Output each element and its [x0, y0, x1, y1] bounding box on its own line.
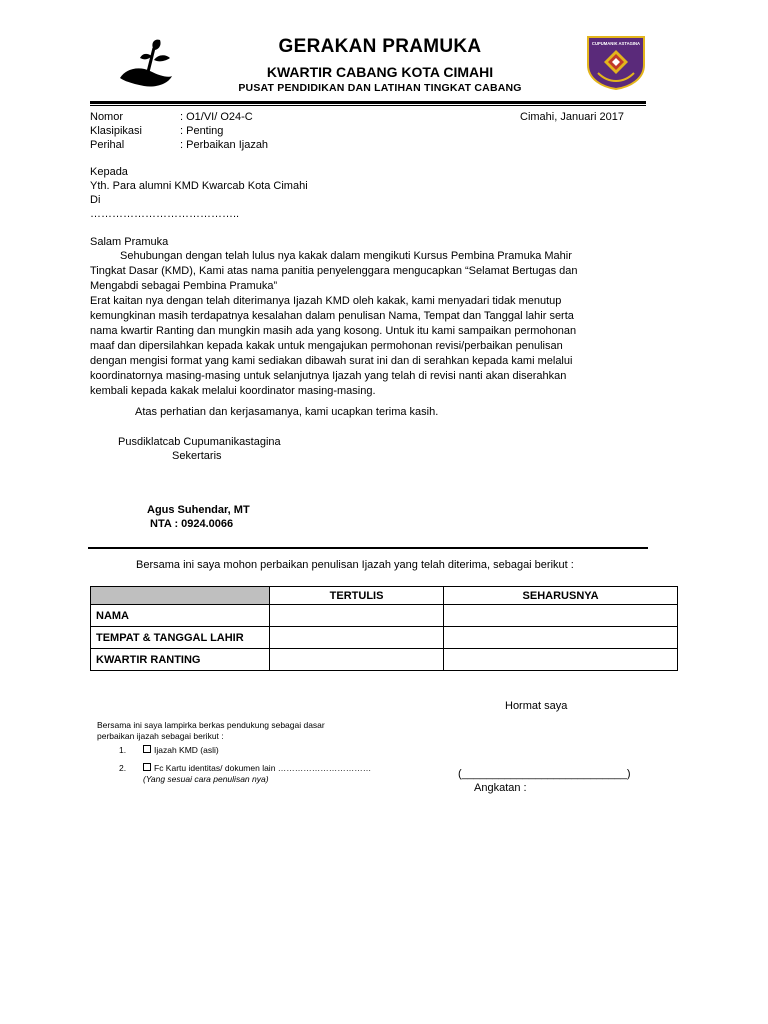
- cell-ttl-seharusnya[interactable]: [444, 627, 678, 649]
- closing-sentence: Atas perhatian dan kerjasamanya, kami ucapkan terima kasih.: [135, 406, 439, 418]
- table-row: [91, 605, 678, 627]
- body-line: Sehubungan dengan telah lulus nya kakak dalam mengikuti Kursus Pembina Pramuka Mahir: [120, 250, 572, 262]
- cupumanik-badge: [586, 35, 646, 90]
- body-line: Mengabdi sebagai Pembina Pramuka”: [90, 280, 278, 292]
- attachment-item: [143, 745, 219, 756]
- correction-table: [90, 586, 678, 671]
- klasifikasi-value: : Penting: [180, 125, 224, 137]
- nomor-label: Nomor: [90, 111, 124, 123]
- cell-ttl-tertulis[interactable]: [270, 627, 444, 649]
- attachment-note: (Yang sesuai cara penulisan nya): [143, 774, 269, 784]
- org-subtitle: KWARTIR CABANG KOTA CIMAHI: [266, 64, 494, 80]
- table-corner-cell: [91, 587, 270, 605]
- checkbox-icon[interactable]: [143, 763, 151, 771]
- header-rule-thin: [90, 105, 646, 106]
- cell-nama-tertulis[interactable]: [270, 605, 444, 627]
- attachments-intro-1: Bersama ini saya lampirka berkas pendukung sebagai dasar: [97, 720, 325, 730]
- perihal-value: : Perbaikan Ijazah: [180, 139, 269, 151]
- body-line: nama kwartir Ranting dan mungkin masih ada yang kosong. Untuk itu kami sampaikan permohonan: [90, 325, 577, 337]
- cell-nama-seharusnya[interactable]: [444, 605, 678, 627]
- cell-ranting-seharusnya[interactable]: [444, 649, 678, 671]
- body-line: kembali kepada kakak melalui koordinator masing-masing.: [90, 385, 376, 397]
- attachment-note-text: Yang sesuai cara penulisan nya: [145, 774, 266, 784]
- table-row: [91, 649, 678, 671]
- klasifikasi-label: Klasipikasi: [90, 125, 142, 137]
- attachments-intro-2: perbaikan ijazah sebagai berikut :: [97, 731, 224, 741]
- attachment-item: [143, 763, 371, 774]
- body-line: dengan mengisi format yang kami sediakan dibawah surat ini dan di serahkan kepada kami melalui: [90, 355, 573, 367]
- letter-date: Cimahi, Januari 2017: [520, 111, 624, 123]
- table-header-row: [91, 587, 678, 605]
- greeting: Salam Pramuka: [90, 236, 169, 248]
- form-intro: Bersama ini saya mohon perbaikan penulisan Ijazah yang telah diterima, sebagai berikut :: [136, 559, 574, 571]
- attachment-label: Fc Kartu identitas/ dokumen lain ……………………………: [154, 763, 372, 773]
- address-recipient: Yth. Para alumni KMD Kwarcab Kota Cimahi: [90, 180, 308, 192]
- cell-ranting-tertulis[interactable]: [270, 649, 444, 671]
- org-unit: PUSAT PENDIDIKAN DAN LATIHAN TINGKAT CABANG: [238, 82, 522, 94]
- badge-text: CUPUMANIK ASTAGINA: [591, 41, 641, 46]
- section-divider: [88, 547, 648, 549]
- attachment-number: 2.: [119, 763, 127, 773]
- body-line: kemungkinan masih terdapatnya kesalahan dalam penulisan Nama, Tempat dan Tanggal lahir serta: [90, 310, 574, 322]
- address-di: Di: [90, 194, 101, 206]
- body-line: koordinatornya masing-masing untuk selanjutnya Ijazah yang telah di revisi nanti akan diserahkan: [90, 370, 567, 382]
- body-line: Erat kaitan nya dengan telah diterimanya Ijazah KMD oleh kakak, kami menyadari tidak menutup: [90, 295, 562, 307]
- row-label-nama: NAMA: [91, 605, 270, 627]
- attachment-number: 1.: [119, 745, 127, 755]
- signature-nta: NTA : 0924.0066: [150, 518, 234, 530]
- address-kepada: Kepada: [90, 166, 128, 178]
- column-header-tertulis: TERTULIS: [270, 587, 444, 605]
- row-label-ranting: KWARTIR RANTING: [91, 649, 270, 671]
- attachment-label: Ijazah KMD (asli): [154, 745, 219, 755]
- table-row: [91, 627, 678, 649]
- angkatan-label: Angkatan :: [474, 782, 527, 794]
- org-title: GERAKAN PRAMUKA: [278, 36, 482, 57]
- regards: Hormat saya: [505, 700, 568, 712]
- body-line: Tingkat Dasar (KMD), Kami atas nama panitia penyelenggara mengucapkan “Selamat Bertugas dan: [90, 265, 578, 277]
- checkbox-icon[interactable]: [143, 745, 151, 753]
- signature-org: Pusdiklatcab Cupumanikastagina: [118, 436, 281, 448]
- nomor-value: : O1/VI/ O24-C: [180, 111, 253, 123]
- column-header-seharusnya: SEHARUSNYA: [444, 587, 678, 605]
- signature-title: Sekertaris: [172, 450, 222, 462]
- body-line: maaf dan dipersilahkan kepada kakak untuk mengajukan permohonan revisi/perbaikan penulisan: [90, 340, 563, 352]
- header-rule-thick: [90, 101, 646, 104]
- signature-name: Agus Suhendar, MT: [147, 504, 250, 516]
- address-dots: …………………………………..: [90, 208, 240, 220]
- signature-blank: (___________________________): [458, 768, 631, 780]
- tunas-kelapa-logo: [118, 38, 174, 90]
- row-label-ttl: TEMPAT & TANGGAL LAHIR: [91, 627, 270, 649]
- perihal-label: Perihal: [90, 139, 125, 151]
